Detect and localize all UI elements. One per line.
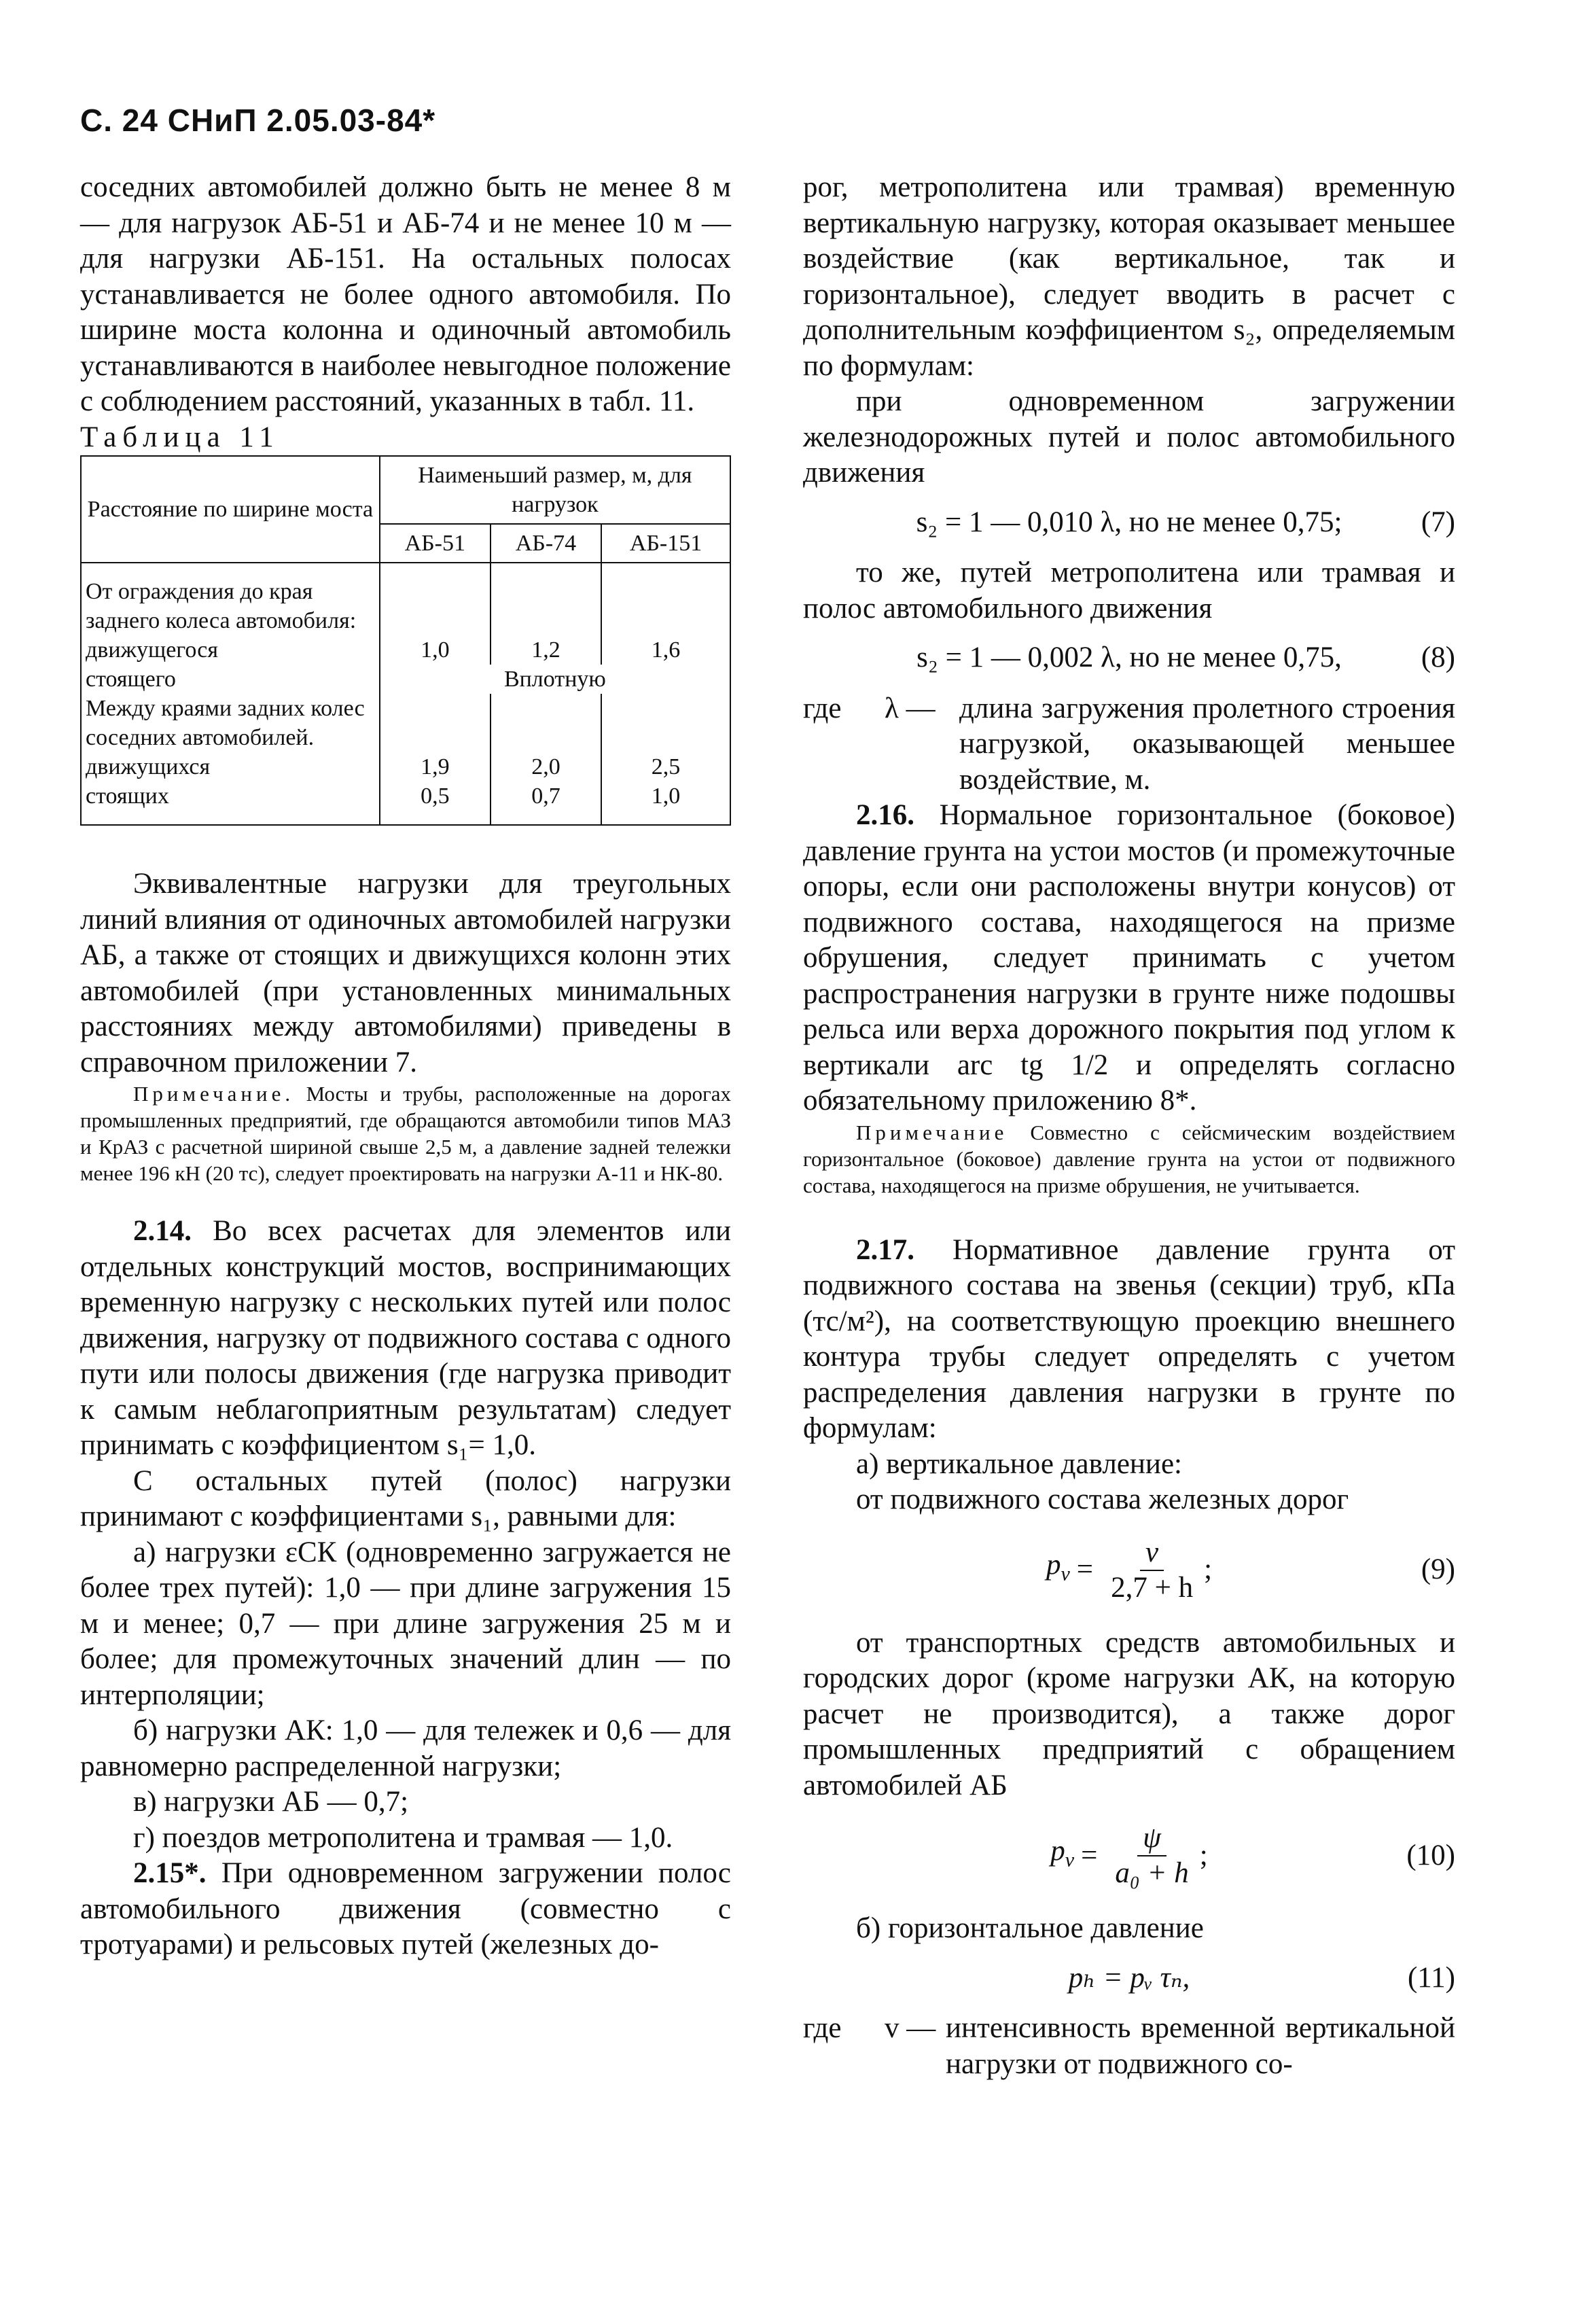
where-symbol: v — [885, 2012, 936, 2044]
case-2-text: то же, путей метрополитена или трамвая и полос автомобильного движения [803, 557, 1455, 624]
case-1-text: при одновременном загружении железнодорожных путей и полос автомобильного движения [803, 385, 1455, 489]
note-label: Примечание [856, 1120, 1008, 1144]
where-definition: длина загружения пролетного строения нагрузкой, оказывающей меньшее воздействие, м. [959, 692, 1455, 796]
section-2-15 [80, 1856, 731, 1963]
list-item-v: в) нагрузки АБ — 0,7; [133, 1786, 409, 1818]
where-v [803, 2011, 1455, 2082]
numerator: ψ [1137, 1821, 1167, 1856]
sub-b: б) горизонтальное давление [856, 1912, 1204, 1944]
formula-number: (7) [1421, 506, 1455, 538]
table-cell: 2,5 [601, 752, 730, 781]
formula-7 [803, 505, 1455, 541]
formula-body: s₂ = 1 — 0,010 λ, но не менее 0,75; [916, 506, 1342, 538]
formula-number: (11) [1407, 1961, 1455, 1994]
note-text: Совместно с сейсмическим воздействием горизонтальное (боковое) давление грунта на устои от подвижного состава, находящегося на призме обрушения, не учитывается. [803, 1120, 1455, 1197]
formula-number: (8) [1421, 641, 1455, 673]
table-cell: 0,5 [380, 781, 491, 825]
table-col-ab151: АБ-151 [601, 524, 730, 563]
note-label: Примечание. [133, 1082, 295, 1106]
formula-body: s₂ = 1 — 0,002 λ, но не менее 0,75, [916, 641, 1342, 673]
table-header-min-size: Наименьший размер, м, для нагрузок [380, 456, 730, 524]
rail-source-text: от подвижного состава железных дорог [856, 1483, 1349, 1515]
where-definition: интенсивность временной вертикальной нагрузки от подвижного со- [946, 2012, 1455, 2080]
table-cell: 1,0 [601, 781, 730, 825]
right-column [803, 170, 1455, 2082]
where-lambda [803, 691, 1455, 798]
section-number: 2.15*. [133, 1857, 207, 1889]
table-cell: 1,0 [380, 635, 491, 665]
list-item-g: г) поездов метрополитена и трамвая — 1,0. [133, 1821, 673, 1854]
section-text: При одновременном загружении полос автомобильного движения (совместно с тротуарами) и рельсовых путей (железных до- [80, 1857, 732, 1960]
table-col-ab51: АБ-51 [380, 524, 491, 563]
formula-9: $p_v$ = $\frac{v}{2,7 + h}$ ; (9) [1046, 1536, 1455, 1604]
section-2-14 [80, 1214, 731, 1464]
table-cell: 1,9 [380, 752, 491, 781]
auto-source-text: от транспортных средств автомобильных и городских дорог (кроме нагрузки АК, на которую расчет не производится), а также дорог промышленных предприятий с обращением автомобилей АБ [803, 1626, 1455, 1801]
formula-11 [803, 1960, 1455, 1996]
table-row-label: движущихся [81, 752, 380, 781]
formula-number: (10) [1406, 1839, 1455, 1871]
table-cell-merged: Вплотную [380, 665, 730, 694]
table-caption: Таблица 11 [80, 421, 280, 453]
section-text: Нормативное давление грунта от подвижного состава на звенья (секции) труб, кПа (тс/м²), на соответствующую проекцию внешнего контура трубы следует определять с учетом распределения давления нагрузки в грунте по формулам: [803, 1233, 1455, 1444]
formula-lhs: $p_v$ [1046, 1549, 1070, 1586]
formula-10: $p_v$ = $\frac{\psi}{\text{a₀ + h}}$ ; (10) [1050, 1822, 1455, 1889]
note-1 [80, 1080, 731, 1186]
table-row-label: стоящих [81, 781, 380, 825]
section-2-14-b: С остальных путей (полос) нагрузки принимают с коэффициентами s₁, равными для: [80, 1464, 731, 1532]
table-cell: 1,2 [491, 635, 601, 665]
continuation-paragraph: рог, метрополитена или трамвая) временную вертикальную нагрузку, которая оказывает меньшее воздействие (как вертикальное, так и горизонтальное), следует вводить в расчет с дополнительным коэффициентом s₂, определяемым по формулам: [803, 171, 1455, 382]
table-cell: 0,7 [491, 781, 601, 825]
note-text: Мосты и трубы, расположенные на дорогах промышленных предприятий, где обращаются автомобили типов МАЗ и КрАЗ с расчетной шириной свыше 2,5 м, а давление задней тележки менее 196 кН (20 тс), следует проектировать на нагрузки А-11 и НК-80. [80, 1082, 732, 1185]
table-col-ab74: АБ-74 [491, 524, 601, 563]
equivalent-loads-paragraph: Эквивалентные нагрузки для треугольных линий влияния от одиночных автомобилей нагрузки АБ, а также от стоящих и движущихся колонн этих автомобилей (при установленных минимальных расстояниях между автомобилями) приведены в справочном приложении 7. [80, 868, 731, 1078]
sub-a: а) вертикальное давление: [856, 1447, 1182, 1480]
table-cell: 1,6 [601, 635, 730, 665]
denominator: 2,7 + h [1111, 1571, 1194, 1604]
table-row-label: стоящего [81, 665, 380, 694]
fraction [1105, 1536, 1198, 1605]
section-number: 2.14. [133, 1215, 192, 1247]
list-item-a: а) нагрузки εСК (одновременно загружается не более трех путей): 1,0 — при длине загружения 15 м и менее; 0,7 — при длине загружения 25 м и более; для промежуточных значений длин — по интерполяции; [80, 1536, 731, 1711]
where-word: где [803, 2012, 842, 2044]
intro-paragraph: соседних автомобилей должно быть не менее 8 м — для нагрузок АБ-51 и АБ-74 и не менее 10 м — для нагрузки АБ-151. На остальных полосах устанавливается не более одного автомобиля. По ширине моста колонна и одиночный автомобиль устанавливаются в наиболее невыгодное положение с соблюдением расстояний, указанных в табл. 11. [80, 171, 731, 417]
section-2-17 [803, 1233, 1455, 1447]
section-number: 2.16. [856, 799, 914, 831]
table-group-title: От ограждения до края заднего колеса автомобиля: [81, 563, 380, 635]
note-2 [803, 1119, 1455, 1199]
denominator: a₀ + h [1115, 1857, 1189, 1889]
list-item-b: б) нагрузки АК: 1,0 — для тележек и 0,6 — для равномерно распределенной нагрузки; [80, 1714, 731, 1782]
section-2-16 [803, 798, 1455, 1119]
formula-body: pₕ = pᵥ τₙ, [1068, 1961, 1190, 1994]
fraction [1109, 1821, 1194, 1890]
section-text: Нормальное горизонтальное (боковое) давление грунта на устои мостов (и промежуточные опоры, если они расположены внутри конусов) от подвижного состава, находящегося на призме обрушения, следует принимать с учетом распространения нагрузки в грунте ниже подошвы рельса или верха дорожного покрытия под углом к вертикали arc tg 1/2 и определять согласно обязательному приложению 8*. [803, 799, 1455, 1116]
table-group-title: Между краями задних колес соседних автомобилей. [81, 694, 380, 752]
table-header-distance: Расстояние по ширине моста [81, 456, 380, 563]
where-word: где [803, 692, 842, 724]
where-symbol: λ — [885, 692, 936, 724]
section-text: Во всех расчетах для элементов или отдельных конструкций мостов, воспринимающих временную нагрузку с нескольких путей или полос движения, нагрузку от подвижного состава с одного пути или полосы движения (где нагрузка приводит к самым неблагоприятным результатам) следует принимать с коэффициентом s₁= 1,0. [80, 1215, 731, 1461]
formula-number: (9) [1421, 1553, 1455, 1586]
left-column [80, 170, 731, 1963]
table-11 [80, 455, 731, 826]
formula-lhs: $p_v$ [1050, 1834, 1075, 1871]
numerator: v [1140, 1536, 1164, 1571]
section-number: 2.17. [856, 1233, 914, 1266]
page-header: С. 24 СНиП 2.05.03-84* [80, 103, 436, 138]
formula-8 [803, 640, 1455, 676]
table-row-label: движущегося [81, 635, 380, 665]
table-cell: 2,0 [491, 752, 601, 781]
